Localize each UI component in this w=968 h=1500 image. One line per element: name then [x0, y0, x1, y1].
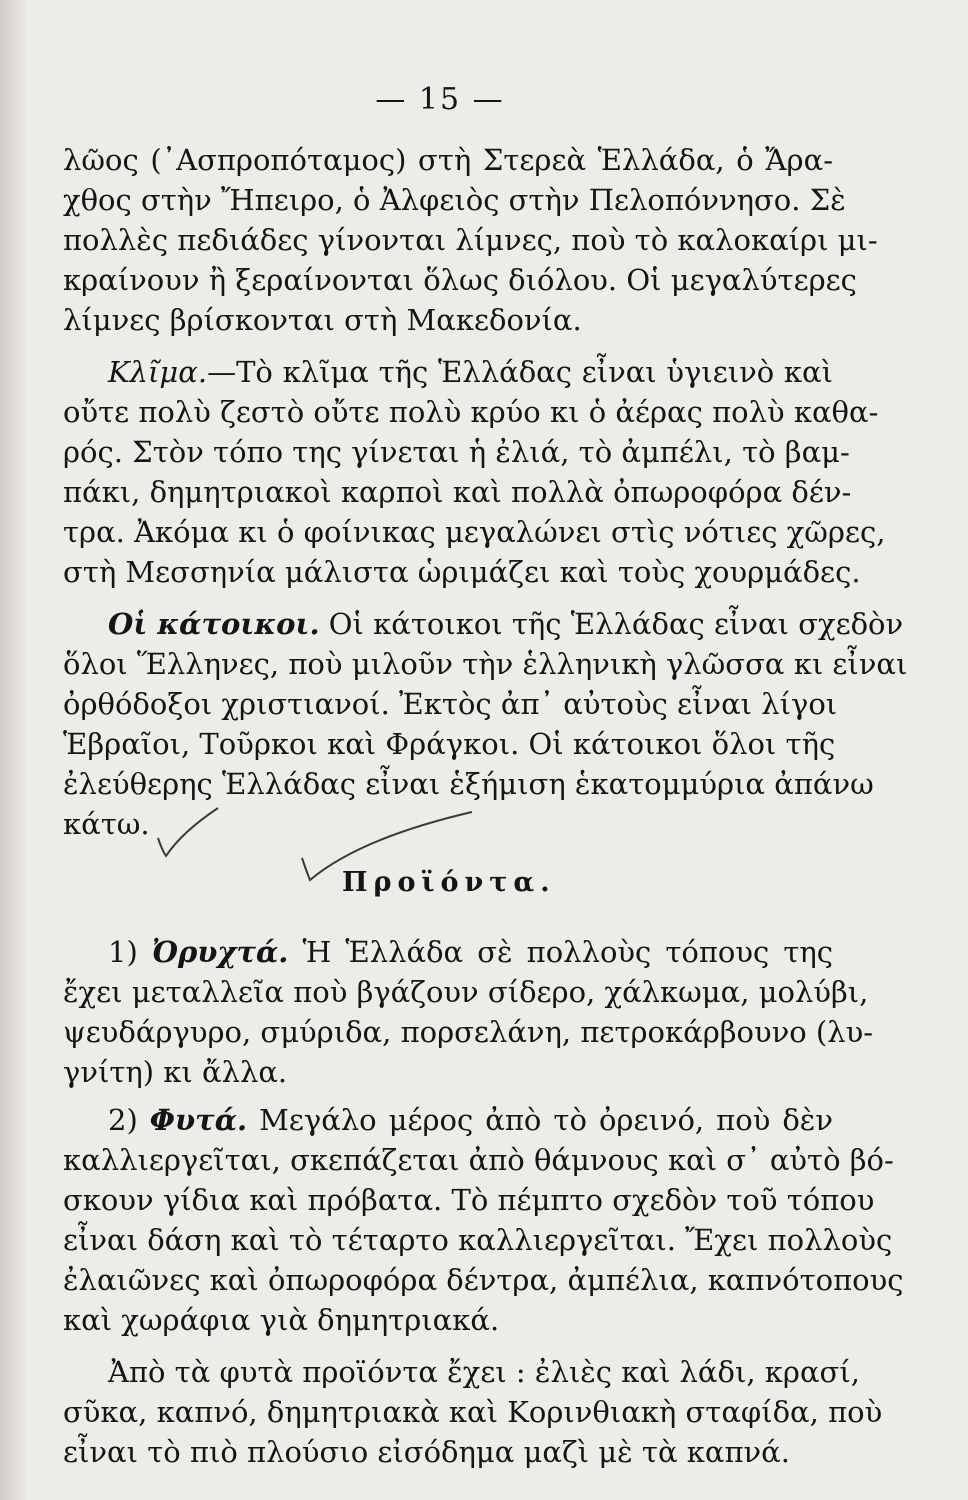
text-line: πάκι, δημητριακοὶ καρποὶ καὶ πολλὰ ὀπωροφόρα δέν- [63, 475, 852, 509]
heading-fyta: Φυτά. [149, 1103, 248, 1137]
heading-klima: Κλῖμα. [108, 355, 208, 389]
text-line: λῶος (᾿Ασπροπόταμος) στὴ Στερεὰ Ἑλλάδα, ὁ Ἄρα- [63, 143, 833, 177]
text-line: καλλιεργεῖται, σκεπάζεται ἀπὸ θάμνους καὶ σ᾿ αὐτὸ βό- [63, 1143, 894, 1177]
text-line: καὶ χωράφια γιὰ δημητριακά. [63, 1303, 500, 1337]
text-line: κραίνουν ἢ ξεραίνονται ὅλως διόλου. Οἱ μεγαλύτερες [63, 263, 857, 297]
text-line: ἔχει μεταλλεῖα ποὺ βγάζουν σίδερο, χάλκωμα, μολύβι, [63, 975, 869, 1009]
text-line: σῦκα, καπνό, δημητριακὰ καὶ Κορινθιακὴ σταφίδα, ποὺ [63, 1395, 883, 1429]
text-line: εἶναι δάση καὶ τὸ τέταρτο καλλιεργεῖται. Ἔχει πολλοὺς [63, 1223, 893, 1257]
list-number: 1) [108, 935, 138, 969]
text-line: Ἑβραῖοι, Τοῦρκοι καὶ Φράγκοι. Οἱ κάτοικοι ὅλοι τῆς [63, 727, 836, 761]
text-line: ὅλοι Ἕλληνες, ποὺ μιλοῦν τὴν ἑλληνικὴ γλῶσσα κι εἶναι [63, 647, 908, 681]
text-line: ψευδάργυρο, σμύριδα, πορσελάνη, πετροκάρβουνο (λυ- [63, 1015, 874, 1049]
text-line: τρα. Ἀκόμα κι ὁ φοίνικας μεγαλώνει στὶς νότιες χῶρες, [63, 515, 886, 549]
text-line: λίμνες βρίσκονται στὴ Μακεδονία. [63, 303, 582, 337]
text-line: ἐλεύθερης Ἑλλάδας εἶναι ἑξήμιση ἑκατομμύρια ἀπάνω [63, 767, 874, 801]
text-run: —Τὸ κλῖμα τῆς Ἑλλάδας εἶναι ὑγιεινὸ καὶ [207, 355, 833, 389]
paragraph-fyta-first-line [108, 1100, 833, 1140]
text-line: ὀρθόδοξοι χριστιανοί. Ἐκτὸς ἀπ᾿ αὐτοὺς εἶναι λίγοι [63, 687, 838, 721]
text-run: Οἱ κάτοικοι τῆς Ἑλλάδας εἶναι σχεδὸν [328, 607, 904, 641]
text-line: πολλὲς πεδιάδες γίνονται λίμνες, ποὺ τὸ καλοκαίρι μι- [63, 223, 878, 257]
text-line: ἐλαιῶνες καὶ ὀπωροφόρα δέντρα, ἀμπέλια, καπνότοπους [63, 1263, 904, 1297]
text-line: γνίτη) κι ἄλλα. [63, 1055, 288, 1089]
heading-katoikoi: Οἱ κάτοικοι. [108, 607, 320, 641]
text-line: οὔτε πολὺ ζεστὸ οὔτε πολὺ κρύο κι ὁ ἀέρας πολὺ καθα- [63, 395, 879, 429]
paragraph-orykta-first-line [108, 932, 833, 972]
text-run: Ἡ Ἑλλάδα σὲ πολλοὺς τόπους της [302, 935, 834, 969]
heading-orykta: Ὀρυχτά. [151, 935, 289, 969]
page-number: — 15 — [375, 82, 505, 117]
text-line: εἶναι τὸ πιὸ πλούσιο εἰσόδημα μαζὶ μὲ τὰ καπνά. [63, 1435, 790, 1469]
text-line: χθος στὴν Ἤπειρο, ὁ Ἀλφειὸς στὴν Πελοπόννησο. Σὲ [63, 183, 846, 217]
text-line: σκουν γίδια καὶ πρόβατα. Τὸ πέμπτο σχεδὸν τοῦ τόπου [63, 1183, 875, 1217]
text-line: Ἀπὸ τὰ φυτὰ προϊόντα ἔχει : ἐλιὲς καὶ λάδι, κρασί, [108, 1355, 860, 1389]
text-line: κάτω. [63, 807, 150, 841]
text-line: στὴ Μεσσηνία μάλιστα ὡριμάζει καὶ τοὺς χουρμάδες. [63, 555, 861, 589]
text-run: Μεγάλο μέρος ἀπὸ τὸ ὀρεινό, ποὺ δὲν [259, 1103, 833, 1137]
list-number: 2) [108, 1103, 138, 1137]
section-heading-proionta: Προϊόντα. [342, 867, 556, 898]
text-line: ρός. Στὸν τόπο της γίνεται ἡ ἐλιά, τὸ ἀμπέλι, τὸ βαμ- [63, 435, 850, 469]
